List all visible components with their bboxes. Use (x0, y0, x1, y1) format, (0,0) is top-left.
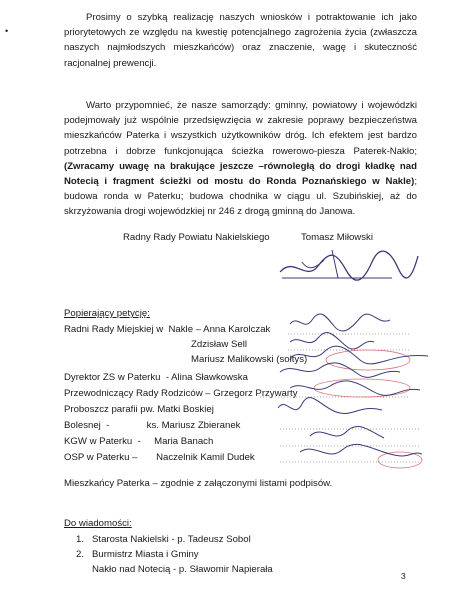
cc-heading: Do wiadomości: (64, 518, 132, 529)
cc-item (76, 549, 199, 560)
supporter-signatures (250, 312, 440, 472)
signatory-role: Radny Rady Powiatu Nakielskiego (123, 232, 270, 243)
supporter-line: Dyrektor ZS w Paterku - Alina Sławkowska (64, 372, 248, 383)
paragraph-history-part1: Warto przypomnieć, że nasze samorządy: gminny, powiatowy i wojewódzki podejmowały już wspólnie przedsięwzięcia w zakresie poprawy bezpieczeństwa mieszkańców Paterka i wszystkich użytkowników dróg. Ich efektem jest bardzo potrzebna i dobrze funkcjonująca ścieżka rowerowo-piesza Paterek-Nakło; (64, 100, 417, 157)
supporter-line: Przewodniczący Rady Rodziców – Grzegorz Przywarty (64, 388, 298, 399)
paragraph-request: Prosimy o szybką realizację naszych wniosków i potraktowanie ich jako priorytetowych ze względu na kwestię potencjalnego zagrożenia życia (zwłaszcza naszych najmłodszych mieszkańców) oraz znaczenie, wagę i skuteczność racjonalnej prewencji. (64, 12, 417, 69)
page-number: 3 (401, 571, 406, 581)
residents-note: Mieszkańcy Paterka – zgodnie z załączonymi listami podpisów. (64, 478, 333, 489)
supporter-line: Zdzisław Sell (191, 339, 247, 350)
supporter-line: Proboszcz parafii pw. Matki Boskiej (64, 404, 214, 415)
cc-continuation: Nakło nad Notecią - p. Sławomir Napierała (92, 564, 273, 575)
cc-item-text: Burmistrz Miasta i Gminy (92, 549, 199, 560)
supporter-line: Bolesnej - ks. Mariusz Zbieranek (64, 420, 241, 431)
cc-item-number: 1. (76, 534, 85, 545)
cc-item-number: 2. (76, 549, 85, 560)
cc-item-text: Starosta Nakielski - p. Tadeusz Sobol (92, 534, 251, 545)
supporter-line: KGW w Paterku - Maria Banach (64, 436, 214, 447)
paragraph-history-part2: ; budowa ronda w Paterku; budowa chodnika w ciągu ul. Szubińskiej, aż do skrzyżowania drogi wojewódzkiej nr 246 z drogą gminną do Janowa. (64, 176, 417, 218)
signatory-name: Tomasz Miłowski (301, 232, 373, 243)
paragraph-history-bold: (Zwracamy uwagę na brakujące jeszcze –równoległą do drogi kładkę nad Notecią i fragment ścieżki od mostu do Ronda Poznańskiego w Nakle) (64, 160, 417, 188)
cc-item (76, 534, 251, 545)
paragraph-history (64, 98, 417, 220)
supporter-line: OSP w Paterku – Naczelnik Kamil Dudek (64, 452, 255, 463)
supporter-line: Radni Rady Miejskiej w Nakle – Anna Karolczak (64, 324, 271, 335)
supporter-line: Mariusz Malikowski (sołtys) (191, 354, 308, 365)
margin-mark: • (5, 26, 9, 36)
main-signature (272, 242, 422, 290)
supporters-heading: Popierający petycję: (64, 308, 150, 319)
